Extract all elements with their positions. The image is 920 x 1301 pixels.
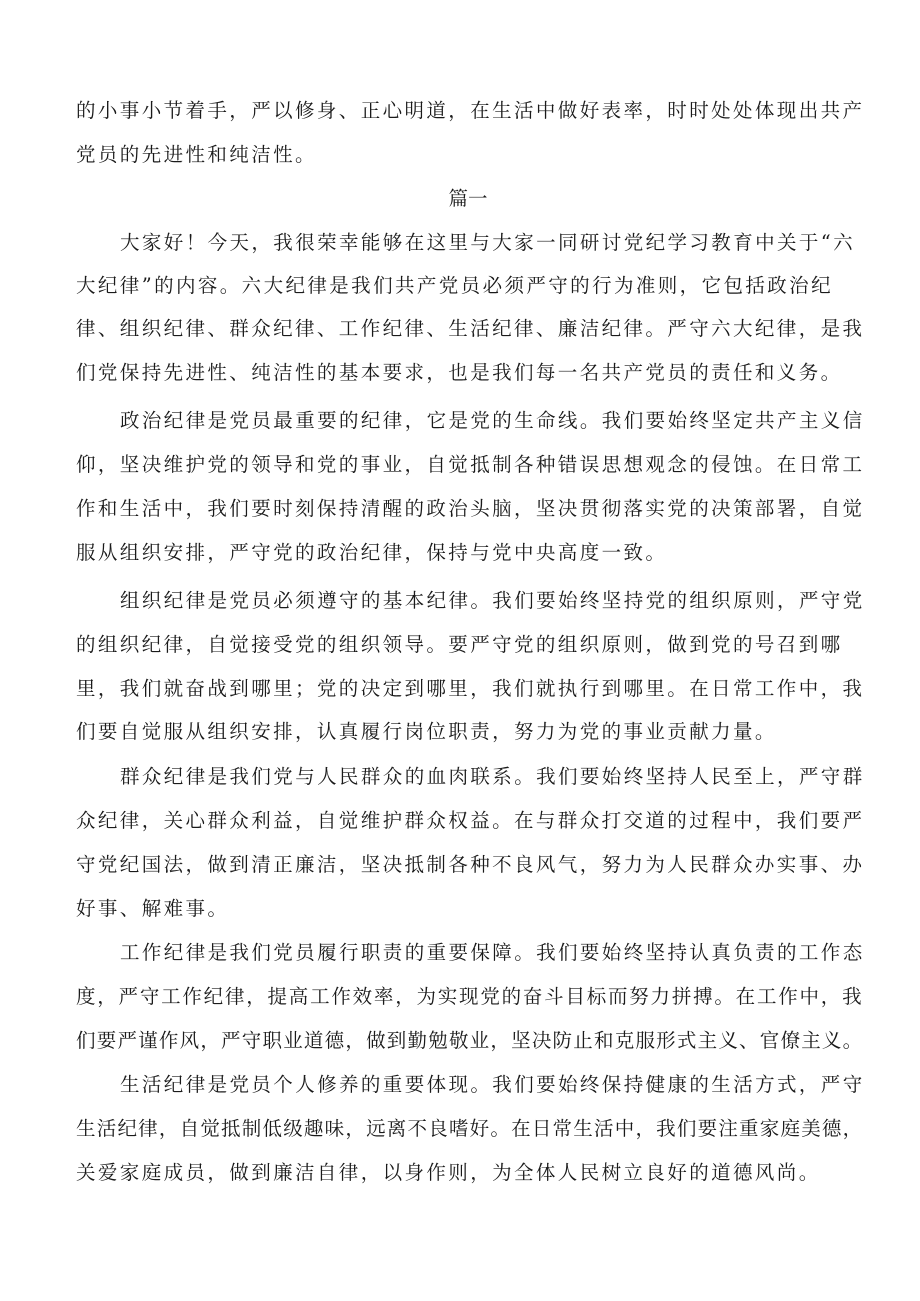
- paragraph-line: 生活纪律，自觉抵制低级趣味，远离不良嗜好。在日常生活中，我们要注重家庭美德，: [76, 1117, 864, 1140]
- paragraph-line: 众纪律，关心群众利益，自觉维护群众权益。在与群众打交道的过程中，我们要严: [76, 809, 865, 832]
- paragraph-line: 守党纪国法，做到清正廉洁，坚决抵制各种不良风气，努力为人民群众办实事、办: [76, 853, 865, 876]
- paragraph-line: 大家好！今天，我很荣幸能够在这里与大家一同研讨党纪学习教育中关于“六: [120, 231, 856, 254]
- paragraph-line: 生活纪律是党员个人修养的重要体现。我们要始终保持健康的生活方式，严守: [120, 1073, 865, 1096]
- paragraph-line: 们要严谨作风，严守职业道德，做到勤勉敬业，坚决防止和克服形式主义、官僚主义。: [76, 1029, 864, 1052]
- intro-line: 党员的先进性和纯洁性。: [76, 143, 317, 166]
- paragraph-line: 作和生活中，我们要时刻保持清醒的政治头脑，坚决贯彻落实党的决策部署，自觉: [76, 497, 865, 520]
- paragraph-line: 度，严守工作纪律，提高工作效率，为实现党的奋斗目标而努力拼搏。在工作中，我: [76, 985, 864, 1008]
- paragraph-line: 政治纪律是党员最重要的纪律，它是党的生命线。我们要始终坚定共产主义信: [120, 409, 865, 432]
- paragraph-line: 组织纪律是党员必须遵守的基本纪律。我们要始终坚持党的组织原则，严守党: [120, 589, 865, 612]
- section-title: 篇一: [448, 187, 488, 210]
- paragraph-line: 服从组织安排，严守党的政治纪律，保持与党中央高度一致。: [76, 541, 668, 564]
- paragraph-line: 大纪律”的内容。六大纪律是我们共产党员必须严守的行为准则，它包括政治纪: [76, 274, 833, 297]
- paragraph-line: 工作纪律是我们党员履行职责的重要保障。我们要始终坚持认真负责的工作态: [120, 941, 865, 964]
- paragraph-line: 们要自觉服从组织安排，认真履行岗位职责，努力为党的事业贡献力量。: [76, 720, 777, 743]
- paragraph-line: 律、组织纪律、群众纪律、工作纪律、生活纪律、廉洁纪律。严守六大纪律，是我: [76, 317, 865, 340]
- paragraph-line: 好事、解难事。: [76, 897, 230, 920]
- paragraph-line: 里，我们就奋战到哪里；党的决定到哪里，我们就执行到哪里。在日常工作中，我: [76, 677, 865, 700]
- paragraph-line: 仰，坚决维护党的领导和党的事业，自觉抵制各种错误思想观念的侵蚀。在日常工: [76, 453, 865, 476]
- intro-line: 的小事小节着手，严以修身、正心明道，在生活中做好表率，时时处处体现出共产: [76, 99, 865, 122]
- paragraph-line: 群众纪律是我们党与人民群众的血肉联系。我们要始终坚持人民至上，严守群: [120, 765, 865, 788]
- paragraph-line: 们党保持先进性、纯洁性的基本要求，也是我们每一名共产党员的责任和义务。: [76, 361, 843, 384]
- paragraph-line: 的组织纪律，自觉接受党的组织领导。要严守党的组织原则，做到党的号召到哪: [76, 633, 843, 656]
- paragraph-line: 关爱家庭成员，做到廉洁自律，以身作则，为全体人民树立良好的道德风尚。: [76, 1161, 821, 1184]
